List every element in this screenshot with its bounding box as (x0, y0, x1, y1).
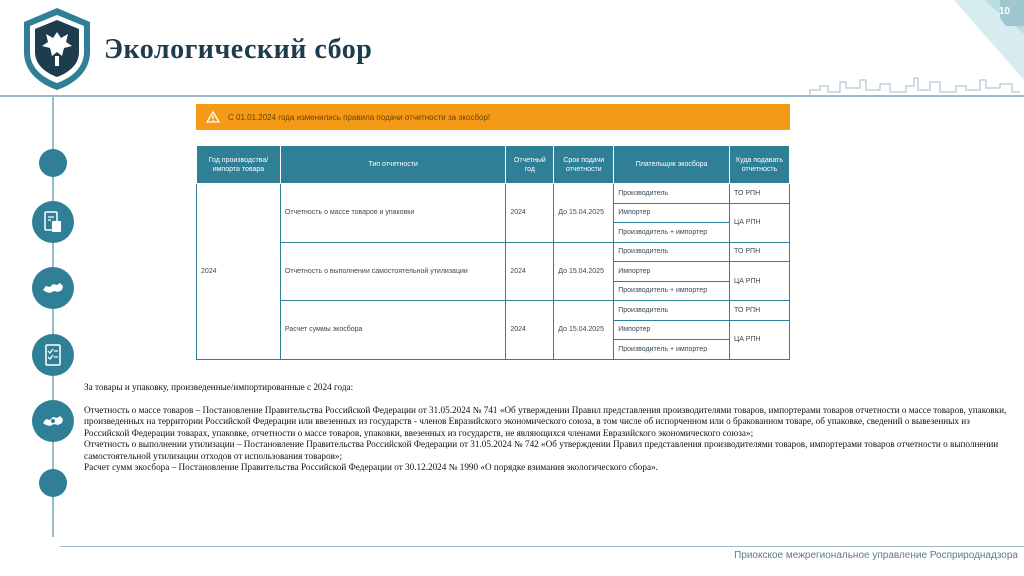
cell-payer: Производитель + импортер (614, 340, 730, 360)
checklist-icon (32, 334, 74, 376)
document-calculator-icon (32, 201, 74, 243)
cell-payer: Производитель + импортер (614, 281, 730, 301)
cell-report-type: Отчетность о выполнении самостоятельной утилизации (280, 242, 505, 301)
page-number: 10 (998, 6, 1010, 17)
warning-icon (206, 111, 220, 123)
table-header-row (197, 146, 790, 184)
timeline-dot (39, 469, 67, 497)
russia-map-icon (32, 267, 74, 309)
cell-payer: Производитель + импортер (614, 223, 730, 243)
table-row (197, 184, 790, 204)
cell-destination: ТО РПН (730, 242, 790, 262)
cell-report-type: Отчетность о массе товаров и упаковки (280, 184, 505, 243)
header-deadline: Срок подачи отчетности (554, 146, 614, 184)
cell-year: 2024 (197, 184, 281, 360)
cell-payer: Производитель (614, 184, 730, 204)
header-payer: Плательщик экосбора (614, 146, 730, 184)
cell-payer: Импортер (614, 203, 730, 223)
cell-destination: ТО РПН (730, 184, 790, 204)
cell-report-year: 2024 (506, 301, 554, 360)
header-report-type: Тип отчетности (280, 146, 505, 184)
warning-banner (196, 104, 790, 130)
footer-divider (60, 546, 1024, 547)
header-year-production: Год производства/ импорта товара (197, 146, 281, 184)
timeline-dot (39, 149, 67, 177)
cell-destination: ЦА РПН (730, 262, 790, 301)
russia-map-region-icon (32, 400, 74, 442)
cell-deadline: До 15.04.2025 (554, 301, 614, 360)
page-title: Экологический сбор (104, 34, 373, 65)
notes-intro: За товары и упаковку, произведенные/импортированные с 2024 года: (84, 382, 354, 392)
cell-destination: ЦА РПН (730, 203, 790, 242)
emblem-icon (22, 6, 92, 92)
cell-report-year: 2024 (506, 184, 554, 243)
cell-report-type: Расчет суммы экосбора (280, 301, 505, 360)
cell-deadline: До 15.04.2025 (554, 242, 614, 301)
banner-text: С 01.01.2024 года изменились правила подачи отчетности за экосбор! (228, 112, 491, 122)
note-paragraph: Расчет сумм экосбора – Постановление Правительства Российской Федерации от 30.12.2024 № 1990 «О порядке взимания экологического сбора». (84, 462, 658, 472)
header-divider (0, 95, 1024, 97)
cell-payer: Импортер (614, 320, 730, 340)
note-paragraph: Отчетность о массе товаров – Постановление Правительства Российской Федерации от 31.05.2024 № 741 «Об утверждении Правил представления производителями товаров, импортерами товаров отчетности о массе товаров, упаковки, произведенных на территории Российской Федерации или ввезенных из государств - членов Евразийского экономического союза, в том числе об испорченном или о бракованном товаре, об упаковке, сведений о вывезенных из Российской Федерации товарах, упаковке, отчетности о массе товаров, упаковки, ввезенных из государств, не являющихся членами Евразийского экономического союза»; (84, 404, 1007, 438)
cell-deadline: До 15.04.2025 (554, 184, 614, 243)
table-row (197, 242, 790, 262)
cell-payer: Импортер (614, 262, 730, 282)
cell-destination: ТО РПН (730, 301, 790, 321)
reporting-table (196, 145, 790, 360)
table-row (197, 301, 790, 321)
cell-report-year: 2024 (506, 242, 554, 301)
legal-notes (84, 382, 1014, 474)
corner-decoration (934, 0, 1024, 80)
header-report-year: Отчетный год (506, 146, 554, 184)
cell-payer: Производитель (614, 242, 730, 262)
note-paragraph: Отчетность о выполнении утилизации – Постановление Правительства Российской Федерации от 31.05.2024 № 742 «Об утверждении Правил представления производителями товаров, импортерами товаров отчетности о выполнении самостоятельной утилизации отходов от использования товаров»; (84, 439, 999, 461)
cell-payer: Производитель (614, 301, 730, 321)
footer-text: Приокское межрегиональное управление Росприроднадзора (734, 550, 1018, 561)
header-destination: Куда подавать отчетность (730, 146, 790, 184)
cell-destination: ЦА РПН (730, 320, 790, 359)
